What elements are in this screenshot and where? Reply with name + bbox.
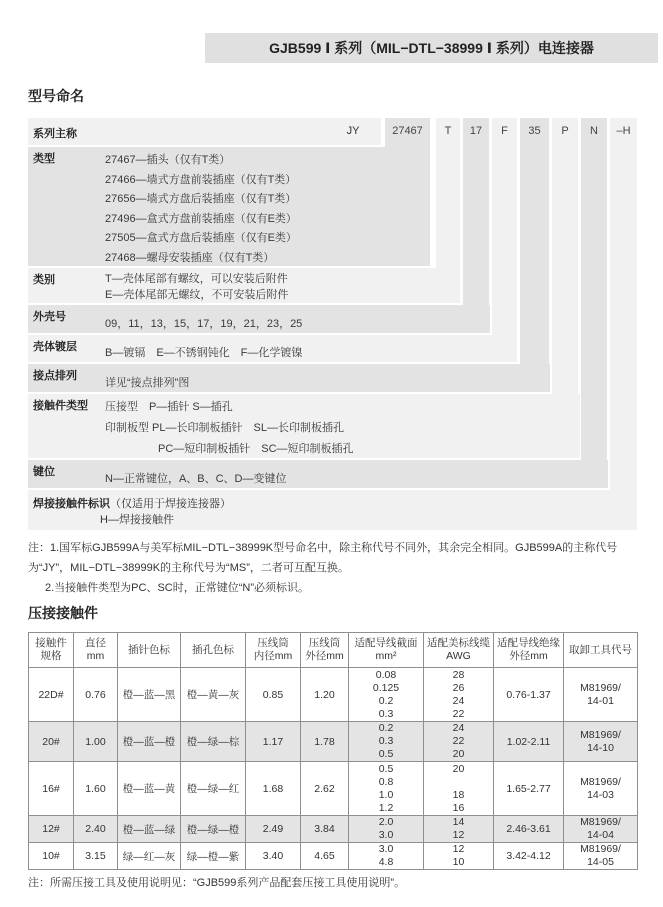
cell-insulation-od: 1.65-2.77 — [494, 762, 564, 816]
cell-barrel-id: 1.68 — [246, 762, 301, 816]
row-content-plating — [105, 344, 302, 360]
solder-mark-label-suffix: （仅适用于焊接连接器） — [110, 498, 231, 510]
naming-row-contact-type — [28, 394, 580, 458]
cell-awg: 14 12 — [424, 816, 494, 843]
cell-barrel-od: 1.78 — [301, 722, 349, 762]
table-row — [29, 762, 638, 816]
naming-row-plating — [28, 335, 517, 362]
code-value-class: T — [444, 125, 452, 137]
code-value-type: 27467 — [392, 125, 423, 137]
solder-mark-option: H—焊接接触件 — [100, 514, 174, 526]
cell-wire-mm2: 0.5 0.8 1.0 1.2 — [349, 762, 424, 816]
type-option: 27466—墙式方盘前装插座（仅有T类） — [105, 173, 297, 186]
code-value-keying: N — [590, 125, 598, 137]
cell-barrel-id: 3.40 — [246, 843, 301, 870]
cell-barrel-id: 0.85 — [246, 668, 301, 722]
cell-tool-code: M81969/ 14-01 — [564, 668, 638, 722]
cell-spec: 20# — [29, 722, 74, 762]
row-content-keying — [105, 470, 287, 486]
naming-notes — [28, 538, 644, 598]
cell-pin-color: 橙—蓝—橙 — [118, 722, 181, 762]
cell-pin-color: 绿—红—灰 — [118, 843, 181, 870]
solder-mark-label: 焊接接触件标识 — [33, 498, 110, 510]
type-option: 27468—螺母安装插座（仅有T类） — [105, 251, 275, 264]
cell-socket-color: 橙—绿—红 — [181, 762, 246, 816]
code-value-shell-size: 17 — [469, 125, 483, 137]
code-value-plating: F — [501, 125, 508, 137]
cell-diameter: 2.40 — [74, 816, 118, 843]
crimp-tools-note: 注：所需压接工具及使用说明见：“GJB599系列产品配套压接工具使用说明”。 — [28, 877, 406, 889]
contact-type-option: 压接型 P—插针 S—插孔 — [105, 401, 233, 413]
cell-pin-color: 橙—蓝—黄 — [118, 762, 181, 816]
row-label-shell-size: 外壳号 — [33, 311, 66, 323]
type-option: 27656—墙式方盘后装插座（仅有T类） — [105, 193, 297, 205]
cell-insulation-od: 3.42-4.12 — [494, 843, 564, 870]
table-row — [29, 816, 638, 843]
code-column-plating — [492, 118, 517, 362]
row-label-keying: 键位 — [33, 466, 55, 478]
header-awg: 适配美标线缆 AWG — [424, 633, 494, 668]
code-value-contact-type: P — [561, 125, 569, 137]
cell-wire-mm2: 0.2 0.3 0.5 — [349, 722, 424, 762]
cell-socket-color: 橙—绿—棕 — [181, 722, 246, 762]
cell-insulation-od: 1.02-2.11 — [494, 722, 564, 762]
cell-socket-color: 橙—绿—橙 — [181, 816, 246, 843]
class-option: T—壳体尾部有螺纹，可以安装后附件 — [105, 273, 288, 285]
cell-spec: 16# — [29, 762, 74, 816]
section-heading-crimp-contacts: 压接接触件 — [28, 605, 98, 621]
note-2: 2.当接触件类型为PC、SC时，正常键位“N”必须标识。 — [45, 582, 310, 594]
cell-barrel-id: 1.17 — [246, 722, 301, 762]
cell-tool-code: M81969/ 14-10 — [564, 722, 638, 762]
cell-socket-color: 橙—黄—灰 — [181, 668, 246, 722]
naming-row-keying — [28, 460, 608, 488]
row-content-arrangement — [105, 374, 189, 390]
cell-barrel-od: 3.84 — [301, 816, 349, 843]
cell-pin-color: 橙—蓝—绿 — [118, 816, 181, 843]
header-pin-color: 插针色标 — [118, 633, 181, 668]
naming-row-solder-mark — [28, 490, 637, 530]
table-row — [29, 843, 638, 870]
type-option: 27467—插头（仅有T类） — [105, 154, 231, 166]
cell-barrel-od: 1.20 — [301, 668, 349, 722]
code-column-solder-mark — [610, 118, 637, 530]
row-content-contact-type — [105, 397, 354, 460]
class-option: E—壳体尾部无螺纹，不可安装后附件 — [105, 289, 289, 301]
row-label-type: 类型 — [33, 153, 55, 165]
row-label-contact-type: 接触件类型 — [33, 400, 88, 412]
cell-spec: 12# — [29, 816, 74, 843]
cell-barrel-od: 4.65 — [301, 843, 349, 870]
shell-size-values: 09，11，13，15，17，19，21，23，25 — [105, 318, 303, 330]
code-column-keying — [581, 118, 607, 488]
row-content-type — [105, 151, 297, 268]
type-option: 27496—盒式方盘前装插座（仅有E类） — [105, 212, 297, 225]
cell-awg: 20 18 16 — [424, 762, 494, 816]
header-diameter: 直径 mm — [74, 633, 118, 668]
section-heading-model-naming: 型号命名 — [28, 88, 84, 104]
cell-diameter: 1.00 — [74, 722, 118, 762]
cell-wire-mm2: 2.0 3.0 — [349, 816, 424, 843]
row-content-class — [105, 271, 288, 303]
header-socket-color: 插孔色标 — [181, 633, 246, 668]
cell-spec: 22D# — [29, 668, 74, 722]
table-row — [29, 668, 638, 722]
cell-socket-color: 绿—橙—紫 — [181, 843, 246, 870]
cell-barrel-od: 2.62 — [301, 762, 349, 816]
header-barrel-id: 压线筒 内径mm — [246, 633, 301, 668]
row-label-class: 类别 — [33, 274, 55, 286]
cell-pin-color: 橙—蓝—黑 — [118, 668, 181, 722]
header-tool-code: 取卸工具代号 — [564, 633, 638, 668]
keying-options: N—正常键位，A、B、C、D—变键位 — [105, 473, 287, 485]
arrangement-note: 详见“接点排列”图 — [105, 377, 190, 389]
naming-row-shell-size — [28, 305, 490, 333]
table-row — [29, 722, 638, 762]
cell-wire-mm2: 0.08 0.125 0.2 0.3 — [349, 668, 424, 722]
cell-diameter: 1.60 — [74, 762, 118, 816]
naming-row-arrangement — [28, 364, 550, 392]
row-label-solder-mark — [33, 495, 231, 511]
cell-insulation-od: 0.76-1.37 — [494, 668, 564, 722]
page-title: GJB599 Ⅰ 系列（MIL−DTL−38999 Ⅰ 系列）电连接器 — [205, 33, 658, 63]
cell-tool-code: M81969/ 14-05 — [564, 843, 638, 870]
series-code-value: JY — [346, 125, 360, 137]
cell-awg: 12 10 — [424, 843, 494, 870]
cell-insulation-od: 2.46-3.61 — [494, 816, 564, 843]
naming-row-type — [28, 147, 430, 266]
header-insulation-od: 适配导线绝缘 外径mm — [494, 633, 564, 668]
code-column-arrangement — [520, 118, 549, 392]
cell-diameter: 3.15 — [74, 843, 118, 870]
plating-options: B—镀镉 E—不锈钢钝化 F—化学镀镍 — [105, 347, 303, 359]
row-label-arrangement: 接点排列 — [33, 370, 77, 382]
naming-row-series — [28, 118, 381, 145]
cell-diameter: 0.76 — [74, 668, 118, 722]
code-value-arrangement: 35 — [528, 125, 541, 137]
table-header-row — [29, 633, 638, 668]
row-content-shell-size — [105, 315, 302, 331]
cell-spec: 10# — [29, 843, 74, 870]
code-column-shell-size — [463, 118, 489, 333]
contact-type-option: 印制板型 PL—长印制板插针 SL—长印制板插孔 — [105, 422, 344, 434]
header-barrel-od: 压线筒 外径mm — [301, 633, 349, 668]
note-1: 注：1.国军标GJB599A与美军标MIL−DTL−38999K型号命名中，除主称代号不同外，其余完全相同。GJB599A的主称代号为“JY”，MIL−DTL−38999K的主称代号为“MS”，二者可互配互换。 — [28, 542, 618, 574]
code-value-solder-mark: –H — [616, 125, 631, 137]
cell-barrel-id: 2.49 — [246, 816, 301, 843]
cell-wire-mm2: 3.0 4.8 — [349, 843, 424, 870]
cell-tool-code: M81969/ 14-04 — [564, 816, 638, 843]
row-label-series: 系列主称 — [33, 128, 77, 140]
naming-row-class — [28, 268, 460, 303]
type-option: 27505—盒式方盘后装插座（仅有E类） — [105, 232, 297, 244]
cell-awg: 24 22 20 — [424, 722, 494, 762]
header-wire-mm2: 适配导线截面 mm² — [349, 633, 424, 668]
row-label-plating: 壳体镀层 — [33, 341, 77, 353]
header-contact-spec: 接触件 规格 — [29, 633, 74, 668]
crimp-contacts-table — [28, 632, 638, 870]
cell-awg: 28 26 24 22 — [424, 668, 494, 722]
contact-type-option: PC—短印制板插针 SC—短印制板插孔 — [158, 443, 354, 455]
cell-tool-code: M81969/ 14-03 — [564, 762, 638, 816]
